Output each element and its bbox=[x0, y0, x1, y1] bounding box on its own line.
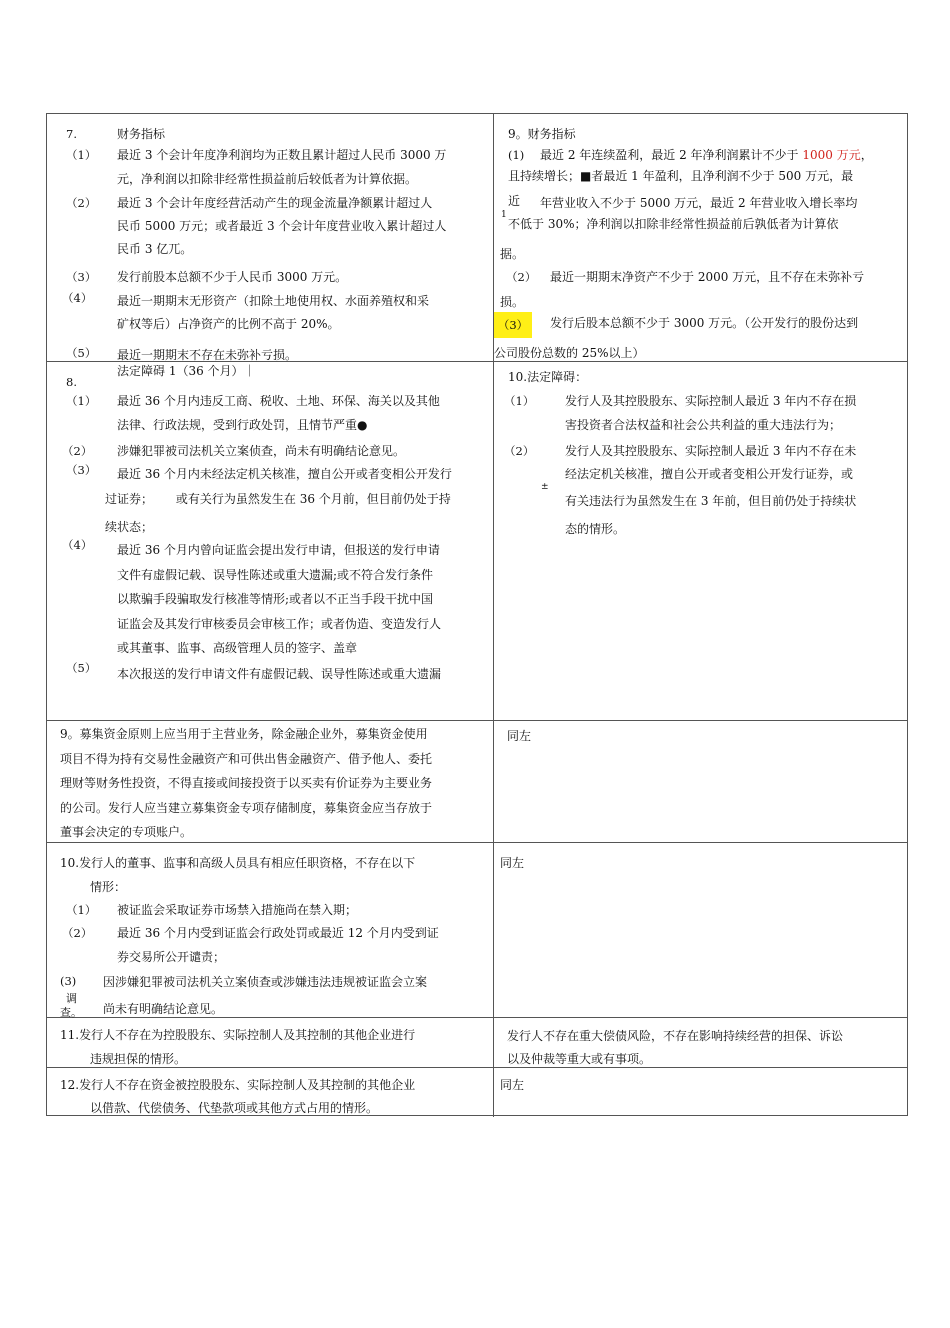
item-text: 法律、行政法规，受到行政处罚，且情节严重● bbox=[117, 418, 368, 432]
item-text: 券交易所公开谴责； bbox=[117, 950, 226, 964]
item-number: （2） bbox=[504, 444, 535, 458]
item-text: 续状态； bbox=[105, 520, 154, 534]
item-number: （4） bbox=[62, 291, 93, 305]
item-number: （5） bbox=[66, 346, 97, 360]
item-text: 12.发行人不存在资金被控股股东、实际控制人及其控制的其他企业 bbox=[60, 1078, 416, 1092]
same-as-left-text: 同左 bbox=[500, 856, 525, 870]
item-text: 最近 3 个会计年度净利润均为正数且累计超过人民币 3000 万 bbox=[117, 148, 447, 162]
item-number: （4） bbox=[62, 538, 93, 552]
item-text: 最近 36 个月内未经法定机关核准，擅自公开或者变相公开发行 bbox=[117, 467, 452, 481]
item-number: （5） bbox=[66, 661, 97, 675]
item-text: 发行人不存在重大偿债风险，不存在影响持续经营的担保、诉讼 bbox=[507, 1029, 844, 1043]
item-text: 最近 3 个会计年度经营活动产生的现金流量净额累计超过人 bbox=[117, 196, 433, 210]
item-text: 调 bbox=[66, 992, 77, 1005]
row-divider bbox=[47, 1017, 907, 1018]
item-number: （2） bbox=[506, 270, 537, 284]
item-text: 违规担保的情形。 bbox=[90, 1052, 187, 1066]
item-text: 11.发行人不存在为控股股东、实际控制人及其控制的其他企业进行 bbox=[60, 1028, 416, 1042]
row-divider bbox=[47, 842, 907, 843]
item-number: （1） bbox=[66, 148, 97, 162]
item-text: 涉嫌犯罪被司法机关立案侦查，尚未有明确结论意见。 bbox=[117, 444, 406, 458]
section-title: 9。财务指标 bbox=[508, 127, 576, 141]
item-text: 矿权等后）占净资产的比例不高于 20%。 bbox=[117, 317, 340, 331]
stray-mark: 1 bbox=[501, 210, 507, 220]
section-number: 7. bbox=[66, 127, 77, 141]
item-text-line: 理财等财务性投资，不得直接或间接投资于以买卖有价证券为主要业务 bbox=[60, 776, 433, 790]
item-text-line: 最近 36 个月内曾向证监会提出发行申请，但报送的发行申请 bbox=[117, 543, 440, 557]
item-number: （3） bbox=[66, 463, 97, 477]
item-text: 经法定机关核准，擅自公开或者变相公开发行证券，或 bbox=[565, 467, 854, 481]
item-text: 被证监会采取证券市场禁入措施尚在禁入期； bbox=[117, 903, 358, 917]
item-text-line: 证监会及其发行审核委员会审核工作；或者伪造、变造发行人 bbox=[117, 616, 442, 631]
item-text: 过证券； 或有关行为虽然发生在 36 个月前，但目前仍处于持 bbox=[105, 492, 451, 506]
section-title: 财务指标 bbox=[117, 127, 166, 141]
item-text: 最近一期期末净资产不少于 2000 万元，且不存在未弥补亏 bbox=[550, 270, 865, 284]
row-divider bbox=[47, 720, 907, 721]
item-number: (3) bbox=[60, 974, 77, 988]
item-number: (1) bbox=[508, 148, 525, 162]
section-title: 法定障碍 1（36 个月）｜ bbox=[117, 364, 256, 378]
item-text: ， bbox=[860, 148, 873, 162]
stray-mark: ± bbox=[541, 482, 549, 492]
item-text: 情形： bbox=[90, 880, 127, 894]
item-text: 损。 bbox=[500, 295, 525, 309]
item-text: 害投资者合法权益和社会公共利益的重大违法行为； bbox=[565, 418, 842, 432]
highlighted-amount: 1000 万元 bbox=[802, 148, 861, 162]
item-text: 近 bbox=[508, 194, 521, 208]
item-text-line: 以欺骗手段骗取发行核准等情形;或者以不正当手段干扰中国 bbox=[117, 592, 434, 606]
item-text: 最近一期期末无形资产（扣除土地使用权、水面养殖权和采 bbox=[117, 294, 430, 308]
item-number: （1） bbox=[504, 394, 535, 408]
item-text: 发行人及其控股股东、实际控制人最近 3 年内不存在未 bbox=[565, 444, 857, 458]
item-text: 不低于 30%；净利润以扣除非经常性损益前后孰低者为计算依 bbox=[508, 217, 839, 231]
item-text-line: 9。募集资金原则上应当用于主营业务，除金融企业外，募集资金使用 bbox=[60, 727, 428, 741]
item-text: 元，净利润以扣除非经常性损益前后较低者为计算依据。 bbox=[117, 172, 418, 186]
section-number: 8. bbox=[66, 375, 77, 389]
item-text: 发行前股本总额不少于人民币 3000 万元。 bbox=[117, 270, 348, 284]
comparison-table bbox=[46, 113, 908, 1116]
item-text: 因涉嫌犯罪被司法机关立案侦查或涉嫌违法违规被证监会立案 bbox=[103, 975, 428, 989]
item-text: 有关违法行为虽然发生在 3 年前，但目前仍处于持续状 bbox=[565, 494, 857, 508]
row-divider bbox=[47, 1067, 907, 1068]
item-number: （2） bbox=[62, 444, 93, 458]
item-text: 最近一期期末不存在未弥补亏损。 bbox=[117, 348, 298, 362]
item-text: 本次报送的发行申请文件有虚假记载、误导性陈述或重大遗漏 bbox=[117, 667, 442, 681]
item-text: 最近 2 年连续盈利，最近 2 年净利润累计不少于 bbox=[540, 148, 803, 162]
column-divider bbox=[493, 114, 494, 1117]
item-text: 最近 36 个月内违反工商、税收、土地、环保、海关以及其他 bbox=[117, 394, 440, 408]
item-number: （2） bbox=[66, 196, 97, 210]
highlighted-item-number: （3） bbox=[494, 312, 532, 338]
item-text: 民币 3 亿兀。 bbox=[117, 242, 193, 256]
item-text: 发行人及其控股股东、实际控制人最近 3 年内不存在损 bbox=[565, 394, 857, 408]
item-text: 民币 5000 万元；或者最近 3 个会计年度营业收入累计超过人 bbox=[117, 219, 447, 233]
item-text: 最近 36 个月内受到证监会行政处罚或最近 12 个月内受到证 bbox=[117, 926, 439, 940]
item-text-line: 董事会决定的专项账户。 bbox=[60, 825, 193, 839]
item-text: 以及仲裁等重大或有事项。 bbox=[507, 1052, 652, 1066]
item-text-line: 或其董事、监事、高级管理人员的签字、盖章 bbox=[117, 641, 358, 655]
section-title: 10.法定障碍： bbox=[508, 370, 588, 384]
item-text: 年营业收入不少于 5000 万元，最近 2 年营业收入增长率均 bbox=[540, 196, 858, 210]
same-as-left-text: 同左 bbox=[507, 729, 532, 743]
item-text: 态的情形。 bbox=[565, 522, 626, 536]
item-number: （1） bbox=[66, 394, 97, 408]
item-text: 以借款、代偿债务、代垫款项或其他方式占用的情形。 bbox=[90, 1101, 379, 1115]
item-text-line: 文件有虚假记载、误导性陈述或重大遗漏;或不符合发行条件 bbox=[117, 567, 434, 582]
item-text: 查。 bbox=[60, 1006, 82, 1019]
item-text: 且持续增长；■者最近 1 年盈利，且净利润不少于 500 万元，最 bbox=[508, 169, 854, 183]
item-text: 尚未有明确结论意见。 bbox=[103, 1002, 224, 1016]
item-text-line: 项目不得为持有交易性金融资产和可供出售金融资产、借予他人、委托 bbox=[60, 751, 433, 766]
item-number: （2） bbox=[62, 926, 93, 940]
item-number: （3） bbox=[66, 270, 97, 284]
item-text: 据。 bbox=[500, 247, 525, 261]
item-text: 公司股份总数的 25%以上） bbox=[494, 346, 645, 360]
item-text: 10.发行人的董事、监事和高级人员具有相应任职资格，不存在以下 bbox=[60, 856, 416, 870]
item-number: （1） bbox=[66, 903, 97, 917]
item-text: 发行后股本总额不少于 3000 万元。（公开发行的股份达到 bbox=[550, 316, 859, 330]
item-text-line: 的公司。发行人应当建立募集资金专项存储制度，募集资金应当存放于 bbox=[60, 800, 433, 815]
same-as-left-text: 同左 bbox=[500, 1078, 525, 1092]
